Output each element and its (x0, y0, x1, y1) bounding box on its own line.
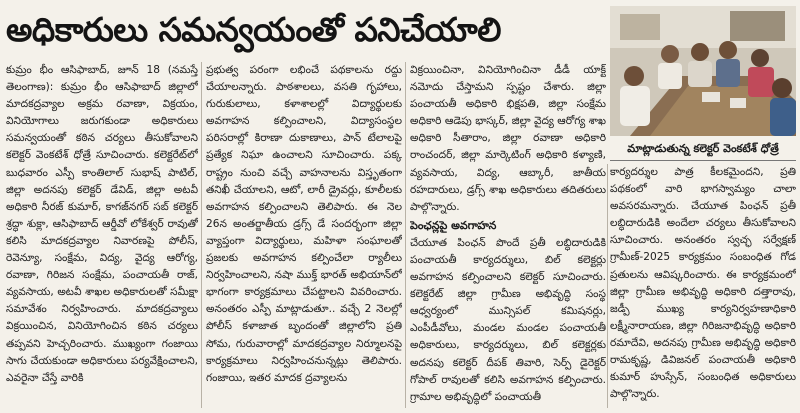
photo-caption: మాట్లాడుతున్న కలెక్టర్‌ వెంకటేశ్‌ ధోత్రే (610, 138, 796, 161)
article-column-3 (410, 62, 606, 410)
column-3-text-top: విక్రయించినా, వినియోగించినా డీడీ యాక్ట్‌ నమోదు చేస్తామని స్పష్టం చేశారు. జిల్లా పంచాయతీ అధికారి భిక్షపతి, జిల్లా సంక్షేమ అధికారి ఆడెపు భాస్కర్‌, జిల్లా వైద్య ఆరోగ్య శాఖ అధికారి సీతారాం, జిల్లా రవాణా అధికారి రాంచందర్‌, జిల్లా మార్కెటింగ్‌ అధికారి కళ్యాణి, వ్యవసాయ, విద్య, ఆబ్కారీ, జాతీయ రహదారులు, డ్రగ్స్‌ శాఖ అధికారులు తదితరులు పాల్గొన్నారు. (410, 64, 606, 213)
column-3-subheading: పెంఛన్లపై అవగాహన (410, 218, 497, 232)
meeting-photo (610, 6, 796, 136)
column-1-text: కుమ్రం భీం ఆసిఫాబాద్‌, జూన్‌ 18 (నమస్తే తెలంగాణ): కుమ్రం భీం ఆసిఫాబాద్‌ జిల్లాలో మాదకద్రవ్యాల అక్రమ రవాణా, విక్రయం, వినియోగాలు జరుగకుండా అధికారులు సమన్వయంతో కఠిన చర్యలు తీసుకోవాలని కలెక్టర్‌ వెంకటేశ్‌ ధోత్రే సూచించారు. కలెక్టరేట్‌లో బుధవారం ఎస్పీ కాంతిలాల్‌ సుభాష్‌ పాటిల్‌, జిల్లా అదనపు కలెక్టర్‌ డేవిడ్‌, జిల్లా అటవీ అధికారి నీరజ్‌ కుమార్‌, కాగజ్‌నగర్‌ సబ్‌ కలెక్టర్‌ శ్రద్ధా శుక్లా, ఆసిఫాబాద్‌ ఆర్డీవో లోకేశ్వర్‌ రావుతో కలిసి మాదకద్రవ్యాల నివారణపై పోలీస్‌, రెవెన్యూ, సంక్షేమ, విద్య, వైద్య ఆరోగ్య, రవాణా, గిరిజన సంక్షేమ, పంచాయతీ రాజ్‌, వ్యవసాయ, అటవీ శాఖల అధికారులతో సమీక్షా సమావేశం నిర్వహించారు. మాదకద్రవ్యాలు విక్రయించిన, వినియోగించిన కఠిన చర్యలు తప్పవని హెచ్చరించారు. ముఖ్యంగా గంజాయి సాగు చేయకుండా అధికారులు పర్యవేక్షించాలని, ఎవరైనా చేస్తే వారికి (6, 64, 198, 384)
article-column-4 (610, 164, 796, 410)
column-divider (405, 62, 406, 408)
column-2-text: ప్రభుత్వ పరంగా లభించే పథకాలను రద్దు చేయాలన్నారు. పాఠశాలలు, వసతి గృహాలు, గురుకులాలు, కళాశాలల్లో విద్యార్థులకు అవగాహన కల్పించాలని, విద్యాసంస్థల పరిసరాల్లో కిరాణా దుకాణాలు, పాన్‌ టేలాలపై ప్రత్యేక నిఘా ఉంచాలని సూచించారు. పక్క రాష్ట్రం నుంచి వచ్చే వాహనాలను విస్తృతంగా తనిఖీ చేయాలని, ఆటో, లారీ డ్రైవర్లు, కూలీలకు అవగాహన కల్పించాలని తెలిపారు. ఈ నెల 26న అంతర్జాతీయ డ్రగ్స్‌ డే సందర్భంగా జిల్లా వ్యాప్తంగా విద్యార్థులు, మహిళా సంఘాలతో ప్రజలకు అవగాహన కల్పించేలా ర్యాలీలు నిర్వహించాలని, నషా ముక్త్‌ భారత్‌ అభియాన్‌లో భాగంగా కార్యక్రమాలు చేపట్టాలని వివరించారు. అనంతరం ఎస్పీ మాట్లాడుతూ.. వచ్చే 2 నెలల్లో పోలీస్‌ కళాజాత బృందంతో జిల్లాలోని ప్రతి సోమ, గురువారాల్లో మాదకద్రవ్యాల నిర్మూలనపై కార్యక్రమాలు నిర్వహించనున్నట్లు తెలిపారు. గంజాయి, ఇతర మాదక ద్రవ్యాలను (206, 64, 402, 384)
article-headline: అధికారులు సమన్వయంతో పనిచేయాలి (6, 10, 501, 49)
meeting-photo-image (610, 6, 796, 136)
column-3-text-bottom: చేయూత పింఛన్‌ పొందే ప్రతీ లబ్ధిదారుడికి పంచాయతీ కార్యదర్శులు, బిల్‌ కలెక్టర్లు అవగాహన కల్పించాలని కలెక్టర్‌ సూచించారు. కలెక్టరేట్‌ జిల్లా గ్రామీణ అభివృద్ధి సంస్థ ఆధ్వర్యంలో మున్సిపల్‌ కమిషనర్లు, ఎంపీడీవోలు, మండల మండల పంచాయతీ అధికారులు, కార్యదర్శులు, బిల్‌ కలెక్టర్లకు అదనపు కలెక్టర్‌ దీపక్‌ తివారి, సెర్ప్‌ డైరెక్టర్‌ గోపాల్‌ రావులతో కలిసి అవగాహన కల్పించారు. గ్రామాల అభివృద్ధిలో పంచాయతీ (410, 236, 606, 403)
column-divider (201, 62, 202, 408)
column-4-text: కార్యదర్శుల పాత్ర కీలకమైందని, ప్రతి పథకంలో వారి భాగస్వామ్యం చాలా అవసరమన్నారు. చేయూత పింఛన్‌ ప్రతీ లబ్ధిదారుడికి అందేలా చర్యలు తీసుకోవాలని సూచించారు. అనంతరం స్వచ్ఛ సర్వేక్షణ్‌ గ్రామీణ్‌-2025 కార్యక్రమం సంబంధిత గోడ ప్రతులను ఆవిష్కరించారు. ఈ కార్యక్రమంలో జిల్లా గ్రామీణ అభివృద్ధి అధికారి దత్తారావు, జడ్పీ ముఖ్య కార్యనిర్వహణాధికారి లక్ష్మీనారాయణ, జిల్లా గిరిజనాభివృద్ధి అధికారి రమాదేవి, అదనపు గ్రామీణ అభివృద్ధి అధికారి రామకృష్ణ, డివిజనల్‌ పంచాయతీ అధికారి కుమార్‌ హుస్సేన్‌, సంబంధిత అధికారులు పాల్గొన్నారు. (610, 166, 796, 401)
article-column-2 (206, 62, 402, 410)
column-divider (607, 164, 608, 408)
article-column-1 (6, 62, 198, 410)
